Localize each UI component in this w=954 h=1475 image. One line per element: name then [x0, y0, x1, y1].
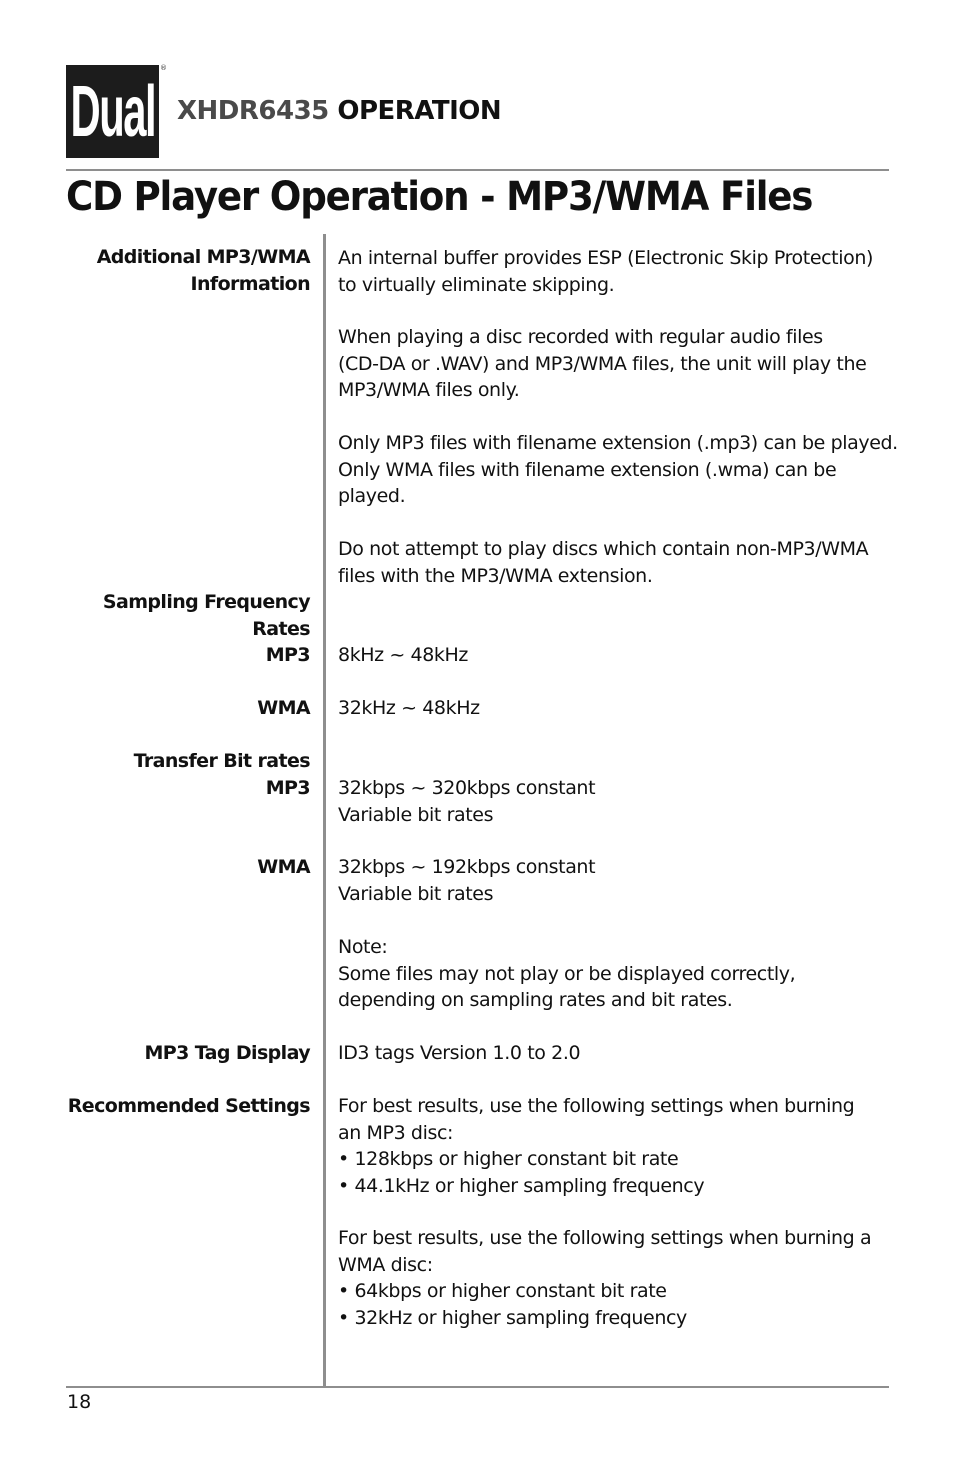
- label-line: Information: [190, 272, 310, 295]
- header-title: [177, 96, 501, 126]
- text-line: an MP3 disc:: [338, 1121, 453, 1144]
- page-number: 18: [67, 1391, 92, 1413]
- buffer-paragraph: [338, 245, 898, 298]
- label-tag-display: MP3 Tag Display: [144, 1042, 310, 1064]
- label-sampling-wma: WMA: [257, 697, 310, 719]
- warning-paragraph: [338, 536, 898, 589]
- label-line: Transfer Bit rates: [133, 750, 310, 772]
- bullet-item: • 44.1kHz or higher sampling frequency: [338, 1174, 705, 1197]
- label-recommended: Recommended Settings: [67, 1095, 310, 1117]
- label-additional-info: [50, 244, 310, 297]
- model-name: XHDR6435: [177, 96, 329, 126]
- top-rule: [66, 169, 889, 171]
- text-line: Note:: [338, 936, 388, 958]
- text-line: (CD-DA or .WAV) and MP3/WMA files, the unit will play the: [338, 352, 867, 375]
- text-line: files with the MP3/WMA extension.: [338, 564, 653, 587]
- mixed-disc-paragraph: [338, 324, 898, 404]
- label-line: Additional MP3/WMA: [96, 246, 310, 268]
- text-line: Only MP3 files with filename extension (.mp3) can be played.: [338, 432, 898, 454]
- recommended-wma: [338, 1225, 898, 1331]
- text-line: An internal buffer provides ESP (Electronic Skip Protection): [338, 247, 873, 269]
- label-transfer: [50, 748, 310, 801]
- section-name: OPERATION: [337, 96, 502, 126]
- label-line: Sampling Frequency: [102, 591, 310, 613]
- transfer-mp3-value: [338, 775, 898, 828]
- note-paragraph: [338, 934, 898, 1014]
- sampling-wma-value: 32kHz ~ 48kHz: [338, 697, 480, 719]
- text-line: Do not attempt to play discs which contain non-MP3/WMA: [338, 538, 869, 560]
- recommended-mp3: [338, 1093, 898, 1199]
- text-line: MP3/WMA files only.: [338, 379, 520, 401]
- text-line: depending on sampling rates and bit rates.: [338, 989, 733, 1011]
- label-line: MP3: [265, 776, 310, 799]
- text-line: WMA disc:: [338, 1253, 433, 1276]
- text-line: When playing a disc recorded with regular audio files: [338, 326, 823, 348]
- dual-logo: [66, 65, 159, 158]
- text-line: For best results, use the following settings when burning a: [338, 1227, 872, 1249]
- extensions-paragraph: [338, 430, 898, 510]
- text-line: Some files may not play or be displayed correctly,: [338, 962, 796, 985]
- text-line: to virtually eliminate skipping.: [338, 273, 615, 296]
- text-line: For best results, use the following settings when burning: [338, 1095, 855, 1117]
- bullet-item: • 32kHz or higher sampling frequency: [338, 1306, 687, 1329]
- text-line: Variable bit rates: [338, 882, 494, 905]
- label-transfer-wma: WMA: [257, 856, 310, 878]
- text-line: 32kbps ~ 320kbps constant: [338, 777, 596, 799]
- page-title: CD Player Operation - MP3/WMA Files: [66, 174, 813, 220]
- registered-mark: ®: [160, 64, 167, 72]
- bottom-rule: [66, 1386, 889, 1388]
- logo-text: Dual: [70, 70, 155, 153]
- column-divider: [323, 234, 326, 1386]
- bullet-item: • 128kbps or higher constant bit rate: [338, 1148, 679, 1170]
- label-line: MP3: [265, 644, 310, 666]
- text-line: Variable bit rates: [338, 803, 494, 826]
- label-sampling: [50, 589, 310, 669]
- text-line: 32kbps ~ 192kbps constant: [338, 856, 596, 878]
- sampling-mp3-value: 8kHz ~ 48kHz: [338, 644, 468, 666]
- bullet-item: • 64kbps or higher constant bit rate: [338, 1280, 667, 1302]
- text-line: Only WMA files with filename extension (.wma) can be: [338, 458, 837, 481]
- transfer-wma-value: [338, 854, 898, 907]
- text-line: played.: [338, 485, 406, 507]
- tag-display-value: ID3 tags Version 1.0 to 2.0: [338, 1042, 581, 1064]
- label-line: Rates: [252, 617, 310, 640]
